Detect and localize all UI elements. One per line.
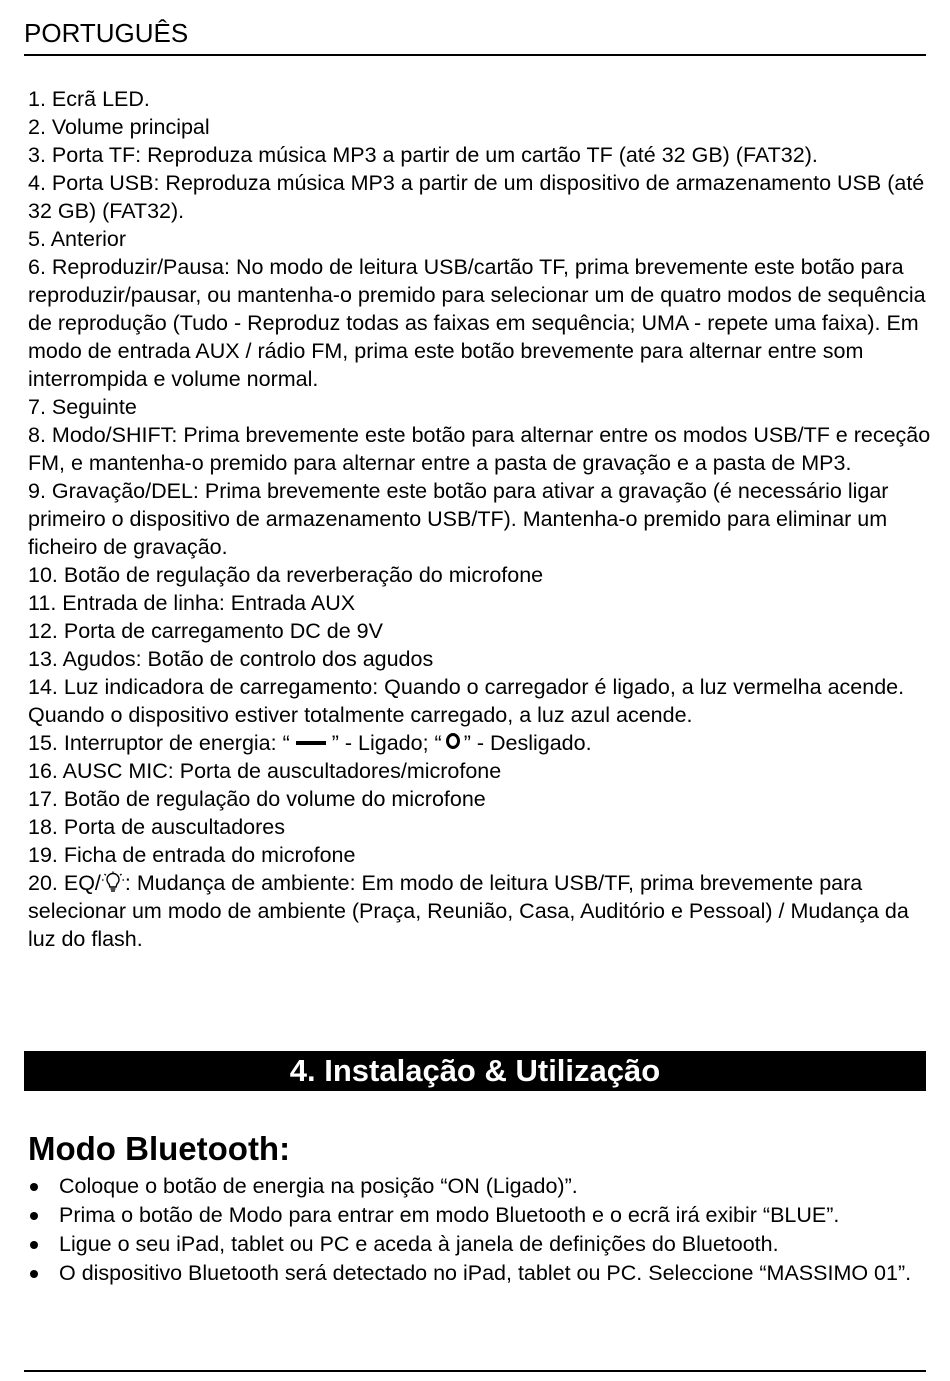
- list-item: 4. Porta USB: Reproduza música MP3 a partir de um dispositivo de armazenamento USB (até 32 GB) (FAT32).: [28, 171, 925, 223]
- bullet-item: Ligue o seu iPad, tablet ou PC e aceda à janela de definições do Bluetooth.: [28, 1230, 928, 1258]
- off-symbol-icon: [446, 733, 460, 749]
- list-item: 12. Porta de carregamento DC de 9V: [28, 619, 383, 643]
- list-item: 14. Luz indicadora de carregamento: Quando o carregador é ligado, a luz vermelha acende. Quando o dispositivo estiver totalmente carregado, a luz azul acende.: [28, 675, 905, 727]
- on-symbol-icon: [296, 741, 326, 745]
- list-item: 13. Agudos: Botão de controlo dos agudos: [28, 647, 434, 671]
- footer-divider: [24, 1370, 926, 1372]
- list-item: 1. Ecrã LED.: [28, 87, 150, 111]
- list-item: 10. Botão de regulação da reverberação do microfone: [28, 563, 544, 587]
- page-header: PORTUGUÊS: [24, 18, 189, 48]
- list-item: 5. Anterior: [28, 227, 126, 251]
- section-title: 4. Instalação & Utilização: [24, 1051, 926, 1091]
- list-item: 9. Gravação/DEL: Prima brevemente este botão para ativar a gravação (é necessário ligar primeiro o dispositivo de armazenamento USB/TF). Mantenha-o premido para eliminar um ficheiro de gravação.: [28, 479, 889, 559]
- item-20-prefix: 20. EQ/: [28, 871, 101, 895]
- bullet-item: Coloque o botão de energia na posição “ON (Ligado)”.: [28, 1172, 928, 1200]
- list-item: 16. AUSC MIC: Porta de auscultadores/microfone: [28, 759, 502, 783]
- item-15-prefix: 15. Interruptor de energia: “: [28, 731, 290, 755]
- item-20-text: : Mudança de ambiente: Em modo de leitura USB/TF, prima brevemente para selecionar um modo de ambiente (Praça, Reunião, Casa, Auditório e Pessoal) / Mudança da luz do flash.: [28, 871, 909, 951]
- bullet-item: Prima o botão de Modo para entrar em modo Bluetooth e o ecrã irá exibir “BLUE”.: [28, 1201, 928, 1229]
- list-item: 8. Modo/SHIFT: Prima brevemente este botão para alternar entre os modos USB/TF e receção FM, e mantenha-o premido para alternar entre a pasta de gravação e a pasta de MP3.: [28, 423, 931, 475]
- subsection-title: Modo Bluetooth:: [28, 1130, 291, 1167]
- list-item: 11. Entrada de linha: Entrada AUX: [28, 591, 356, 615]
- bluetooth-steps: [28, 1172, 928, 1288]
- list-item: 2. Volume principal: [28, 115, 210, 139]
- list-item: 6. Reproduzir/Pausa: No modo de leitura USB/cartão TF, prima brevemente este botão para reproduzir/pausar, ou mantenha-o premido para selecionar um de quatro modos de sequência de reprodução (Tudo - Reproduz todas as faixas em sequência; UMA - repete uma faixa). Em modo de entrada AUX / rádio FM, prima este botão brevemente para alternar entre som interrompida e volume normal.: [28, 255, 926, 391]
- list-item: 3. Porta TF: Reproduza música MP3 a partir de um cartão TF (até 32 GB) (FAT32).: [28, 143, 818, 167]
- list-item-eq: [28, 869, 938, 953]
- list-item: 18. Porta de auscultadores: [28, 815, 285, 839]
- light-bulb-icon: [101, 871, 125, 893]
- item-15-middle: ” - Ligado; “: [331, 731, 442, 755]
- item-15-suffix: ” - Desligado.: [463, 731, 592, 755]
- list-item: 7. Seguinte: [28, 395, 137, 419]
- component-list: [28, 85, 938, 953]
- list-item: 19. Ficha de entrada do microfone: [28, 843, 356, 867]
- list-item-power-switch: [28, 729, 938, 757]
- list-item: 17. Botão de regulação do volume do microfone: [28, 787, 486, 811]
- bullet-item: O dispositivo Bluetooth será detectado no iPad, tablet ou PC. Seleccione “MASSIMO 01”.: [28, 1259, 928, 1287]
- header-divider: [24, 54, 926, 56]
